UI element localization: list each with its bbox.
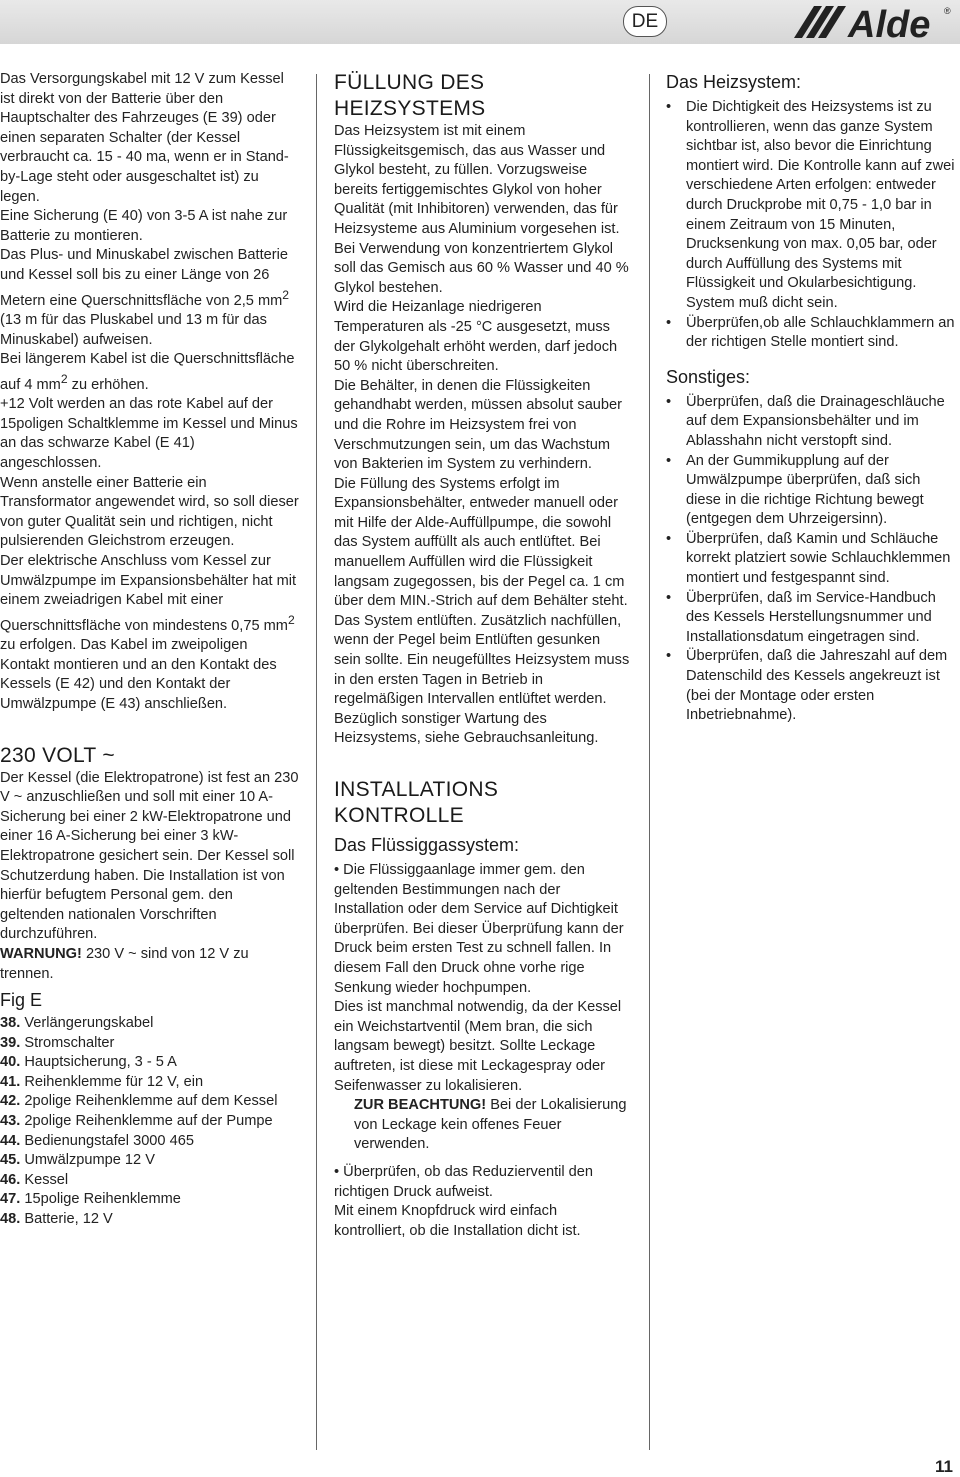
list-item: 44. Bedienungstafel 3000 465 xyxy=(0,1132,194,1149)
paragraph: Bei längerem Kabel ist die Querschnittsfläche auf 4 $mm^2$ zu erhöhen. xyxy=(0,351,295,393)
paragraph: Wird die Heizanlage niedrigeren Temperaturen als -25 °C ausgesetzt, muss der Glykolgehalt erhöht werden, darf jedoch 50 % nicht überschreiten. xyxy=(334,299,618,375)
subheading-heizsystem: Das Heizsystem: xyxy=(666,72,802,92)
list-item: 48. Batterie, 12 V xyxy=(0,1211,113,1228)
list-item: 46. Kessel xyxy=(0,1171,69,1188)
list-item: 45. Umwälzpumpe 12 V xyxy=(0,1152,155,1169)
paragraph: +12 Volt werden an das rote Kabel auf der 15poligen Schaltklemme im Kessel und Minus an das schwarze Kabel (E 41) angeschlossen. xyxy=(0,396,298,471)
list-item: • Die Dichtigkeit des Heizsystems ist zu kontrollieren, wenn das ganze System sichtbar ist, also bevor die Einrichtung montiert wird. Die Kontrolle kann auf zwei verschiedene Arten erfolgen: entweder durch Druckprobe mit 0,75 - 1,0 bar in einem Zeitraum von 15 Minuten, Drucksenkung von max. 0,05 bar, oder durch Auffüllung des Systems mit Flüssigkeit und Okularbesichtigung. System muß dicht sein. xyxy=(666,98,956,314)
figure-title: Fig E xyxy=(0,990,43,1011)
heading-installations-kontrolle: INSTALLATIONS KONTROLLE xyxy=(334,778,499,827)
subheading-gas-system: Das Flüssiggassystem: xyxy=(334,835,520,855)
paragraph: Wenn anstelle einer Batterie ein Transformator angewendet wird, so soll dieser von guter Qualität sein und richtigen, nicht pulsierenden Gleichstrom erzeugen. xyxy=(0,474,299,550)
list-item: 42. 2polige Reihenklemme auf dem Kessel xyxy=(0,1093,278,1110)
page-number: 11 xyxy=(935,1457,953,1476)
paragraph: Das Heizsystem ist mit einem Flüssigkeitsgemisch, das aus Wasser und Glykol besteht, zu füllen. Vorzugsweise bereits fertiggemischtes Glykol von hoher Qualität (mit Inhibitoren) verwenden, das für Heizsysteme aus Aluminium vorgesehen ist. xyxy=(334,123,620,237)
misc-checklist xyxy=(666,393,956,726)
list-item: 43. 2polige Reihenklemme auf der Pumpe xyxy=(0,1113,273,1130)
column-3 xyxy=(666,70,956,726)
list-item: 41. Reihenklemme für 12 V, ein xyxy=(0,1073,204,1090)
list-item: • Überprüfen, daß Kamin und Schläuche korrekt platziert sowie Schlauchklemmen montiert und festgespannt sind. xyxy=(666,530,956,589)
list-item: 40. Hauptsicherung, 3 - 5 A xyxy=(0,1054,177,1071)
registered-mark: ® xyxy=(944,6,951,16)
figure-legend xyxy=(0,1014,300,1230)
paragraph: Bezüglich sonstiger Wartung des Heizsystems, siehe Gebrauchsanleitung. xyxy=(334,710,599,747)
list-item: • Die Flüssiggaanlage immer gem. den geltenden Bestimmungen nach der Installation oder dem Service auf Dichtigkeit überprüfen. Bei dieser Überprüfung kann der Druck beim ersten Test zu schnell fallen. In diesem Fall den Druck ohne vorhe rige Senkung wieder hochpumpen. Dies ist manchmal notwendig, da der Kessel ein Weichstartventil (Mem bran, die sich langsam bewegt) besitzt. Sollte Leckage auftreten, ist diese mit Leckagespray oder Seifenwasser zu lokalisieren. ZUR BEACHTUNG! Bei der Lokalisierung von Leckage kein offenes Feuer verwenden. xyxy=(334,861,630,1155)
paragraph: Das Plus- und Minuskabel zwischen Batterie und Kessel soll bis zu einer Länge von 26 Metern eine Querschnittsfläche von 2,5 $mm^2$ (13 m für das Pluskabel und 13 m für das Minuskabel) aufweisen. xyxy=(0,247,290,348)
paragraph: Bei Verwendung von konzentriertem Glykol soll das Gemisch aus 60 % Wasser und 40 % Glykol bestehen. xyxy=(334,240,629,296)
paragraph: Eine Sicherung (E 40) von 3-5 A ist nahe zur Batterie zu montieren. xyxy=(0,208,288,244)
gas-checklist xyxy=(334,861,630,1241)
column-1 xyxy=(0,70,300,1230)
paragraph: Das Versorgungskabel mit 12 V zum Kessel ist direkt von der Batterie über den Hauptschalter des Fahrzeuges (E 39) oder einen separaten Schalter (der Kessel verbraucht ca. 15 - 40 ma, wenn er in Stand-by-Lage steht oder ausgeschaltet ist) zu legen. xyxy=(0,71,289,205)
list-item: • Überprüfen, daß die Drainageschläuche auf dem Expansionsbehälter und im Ablasshahn nicht verstopft sind. xyxy=(666,393,956,452)
paragraph: Der Kessel (die Elektropatrone) ist fest an 230 V ~ anzuschließen und soll mit einer 10 A-Sicherung bei einer 2 kW-Elektropatrone und einer 16 A-Sicherung bei einer 3 kW-Elektropatrone gesichert sein. Der Kessel soll Schutzerdung haben. Die Installation ist von hierfür befugtem Personal gem. den geltenden nationalen Vorschriften durchzuführen. xyxy=(0,769,299,943)
list-item: • Überprüfen, daß im Service-Handbuch des Kessels Herstellungsnummer und Installationsdatum eingetragen sind. xyxy=(666,589,956,648)
note: ZUR BEACHTUNG! Bei der Lokalisierung von Leckage kein offenes Feuer verwenden. xyxy=(354,1097,627,1153)
language-badge: DE xyxy=(623,6,667,37)
heating-checklist xyxy=(666,98,956,353)
column-divider-1 xyxy=(316,74,317,1450)
column-2 xyxy=(334,70,630,1241)
heading-230-volt: 230 VOLT ~ xyxy=(0,743,115,767)
subheading-sonstiges: Sonstiges: xyxy=(666,366,751,387)
list-item: 47. 15polige Reihenklemme xyxy=(0,1191,181,1208)
paragraph: Die Füllung des Systems erfolgt im Expansionsbehälter, entweder manuell oder mit Hilfe der Alde-Auffüllpumpe, die sowohl das System auffüllt als auch entlüftet. Bei manuellem Auffüllen wird die Flüssigkeit langsam zugegossen, bis der Pegel ca. 1 cm über dem MIN.-Strich auf dem Behälter steht. Das System entlüften. Zusätzlich nachfüllen, wenn der Pegel beim Entlüften gesunken sein sollte. Ein neugefülltes Heizsystem muss in den ersten Tagen in Betrieb in regelmäßigen Intervallen entlüftet werden. xyxy=(334,475,630,708)
list-item: • Überprüfen, daß die Jahreszahl auf dem Datenschild des Kessels angekreuzt ist (bei der Montage oder ersten Inbetriebnahme). xyxy=(666,647,956,725)
paragraph: Der elektrische Anschluss vom Kessel zur Umwälzpumpe im Expansionsbehälter hat mit einem zweiadrigen Kabel mit einer Querschnittsfläche von mindestens 0,75 $mm^2$ zu erfolgen. Das Kabel im zweipoligen Kontakt montieren und an den Kontakt des Kessels (E 42) und den Kontakt der Umwälzpumpe (E 43) anschließen. xyxy=(0,552,297,712)
alde-logo xyxy=(792,4,956,40)
list-item: • An der Gummikupplung auf der Umwälzpumpe überprüfen, daß sich diese in die richtige Richtung bewegt (entgegen dem Uhrzeigersinn). xyxy=(666,452,956,530)
logo-text: Alde xyxy=(848,4,931,40)
warning: WARNUNG! 230 V ~ sind von 12 V zu trennen. xyxy=(0,945,249,982)
column-divider-2 xyxy=(649,74,650,1450)
list-item: 38. Verlängerungskabel xyxy=(0,1015,154,1032)
list-item: • Überprüfen, ob das Reduzierventil den richtigen Druck aufweist. Mit einem Knopfdruck wird einfach kontrolliert, ob die Installation dicht ist. xyxy=(334,1163,594,1239)
list-item: 39. Stromschalter xyxy=(0,1034,115,1051)
paragraph: Die Behälter, in denen die Flüssigkeiten gehandhabt werden, müssen absolut sauber und die Rohre im Heizsystem frei von Verschmutzungen sein, um das Wachstum von Bakterien im System zu verhindern. xyxy=(334,377,623,473)
list-item: • Überprüfen,ob alle Schlauchklammern an der richtigen Stelle montiert sind. xyxy=(666,314,956,353)
heading-fuellung: FÜLLUNG DES HEIZSYSTEMS xyxy=(334,71,486,120)
